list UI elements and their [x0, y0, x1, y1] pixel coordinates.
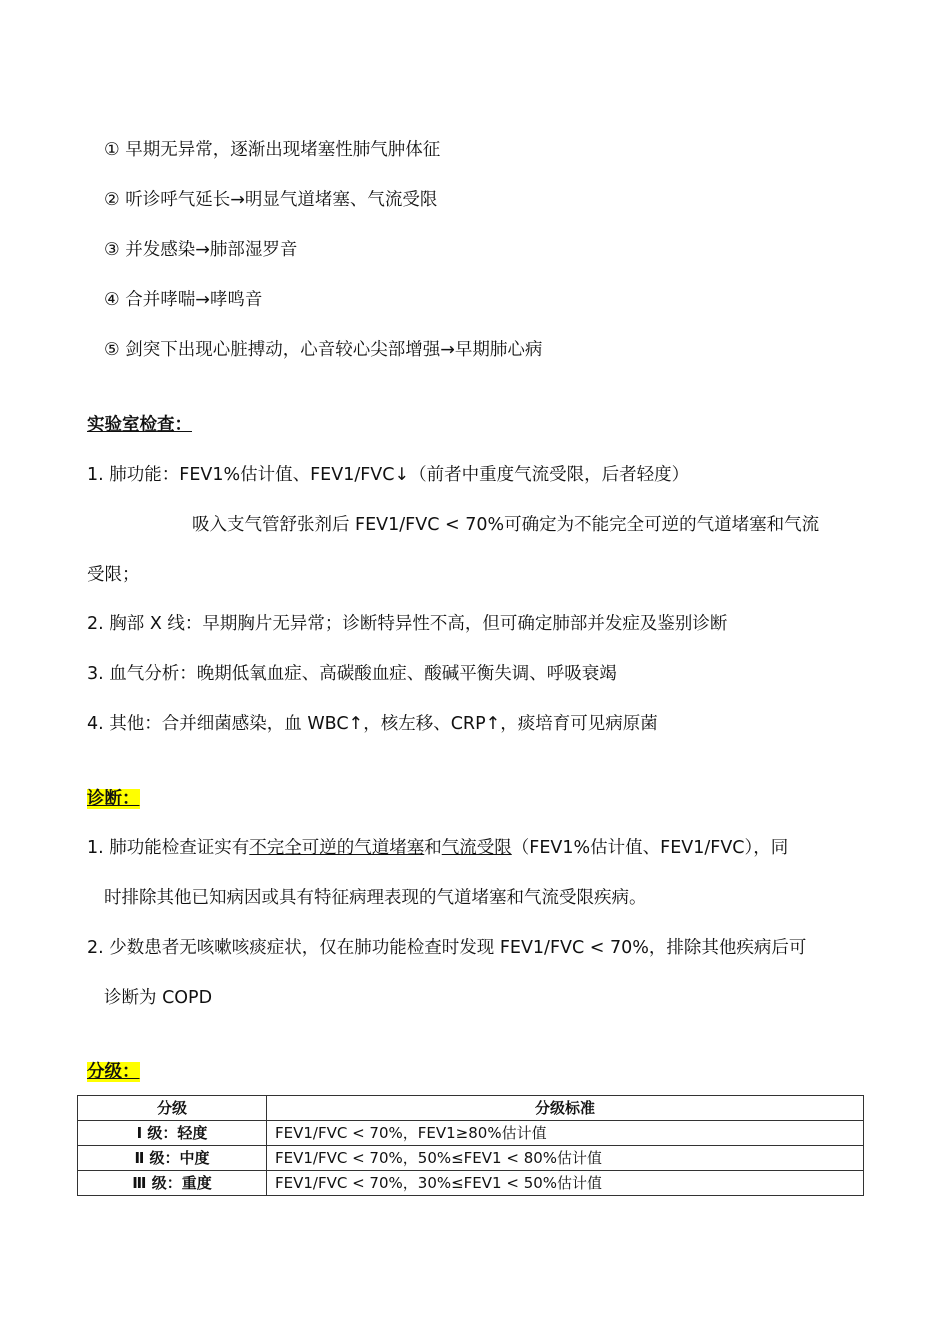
grading-table — [77, 1095, 864, 1196]
table-header-criteria: 分级标准 — [267, 1096, 864, 1121]
grade-criteria: FEV1/FVC < 70%，FEV1≥80%估计值 — [267, 1121, 864, 1146]
grade-level: Ⅰ 级：轻度 — [78, 1121, 267, 1146]
sign-item-1: ① 早期无异常，逐渐出现堵塞性肺气肿体征 — [104, 140, 441, 160]
diagnosis-underline-obstruction: 不完全可逆的气道堵塞 — [249, 838, 425, 858]
lab-item-4: 4. 其他：合并细菌感染，血 WBC↑，核左移、CRP↑，痰培育可见病原菌 — [87, 714, 658, 734]
grade-criteria: FEV1/FVC < 70%，50%≤FEV1 < 80%估计值 — [267, 1146, 864, 1171]
lab-item-1-detail: 吸入支气管舒张剂后 FEV1/FVC < 70%可确定为不能完全可逆的气道堵塞和气流 — [192, 515, 820, 535]
grade-level: Ⅲ 级：重度 — [78, 1171, 267, 1196]
diagnosis-item-1-line2: 时排除其他已知病因或具有特征病理表现的气道堵塞和气流受限疾病。 — [104, 888, 647, 908]
grade-criteria: FEV1/FVC < 70%，30%≤FEV1 < 50%估计值 — [267, 1171, 864, 1196]
diagnosis-item-1-prefix: 1. 肺功能检查证实有 — [87, 838, 250, 858]
lab-item-1: 1. 肺功能：FEV1%估计值、FEV1/FVC↓（前者中重度气流受限，后者轻度） — [87, 465, 690, 485]
table-row — [78, 1171, 864, 1196]
sign-item-4: ④ 合并哮喘→哮鸣音 — [104, 290, 263, 310]
grading-heading — [87, 1059, 140, 1085]
sign-item-5: ⑤ 剑突下出现心脏搏动，心音较心尖部增强→早期肺心病 — [104, 340, 543, 360]
sign-item-2: ② 听诊呼气延长→明显气道堵塞、气流受限 — [104, 190, 438, 210]
table-header-level: 分级 — [78, 1096, 267, 1121]
diagnosis-underline-airflow: 气流受限 — [441, 838, 512, 858]
table-row — [78, 1121, 864, 1146]
lab-item-2: 2. 胸部 X 线：早期胸片无异常；诊断特异性不高，但可确定肺部并发症及鉴别诊断 — [87, 614, 728, 634]
lab-item-1-detail-cont: 受限； — [87, 565, 140, 585]
sign-item-3: ③ 并发感染→肺部湿罗音 — [104, 240, 298, 260]
lab-heading: 实验室检查： — [87, 415, 192, 435]
table-row — [78, 1146, 864, 1171]
diagnosis-heading — [87, 786, 140, 812]
diagnosis-item-2-line2: 诊断为 COPD — [104, 988, 213, 1008]
diagnosis-item-2: 2. 少数患者无咳嗽咳痰症状，仅在肺功能检查时发现 FEV1/FVC < 70%，排除其他疾病后可 — [87, 938, 807, 958]
lab-item-3: 3. 血气分析：晚期低氧血症、高碳酸血症、酸碱平衡失调、呼吸衰竭 — [87, 664, 617, 684]
diagnosis-item-1-rest: （FEV1%估计值、FEV1/FVC），同 — [511, 838, 789, 858]
grade-level: Ⅱ 级：中度 — [78, 1146, 267, 1171]
diagnosis-item-1-and: 和 — [424, 838, 442, 858]
table-header-row — [78, 1096, 864, 1121]
diagnosis-item-1 — [87, 835, 788, 861]
diagnosis-heading-text: 诊断： — [87, 789, 140, 809]
grading-heading-text: 分级： — [87, 1062, 140, 1082]
